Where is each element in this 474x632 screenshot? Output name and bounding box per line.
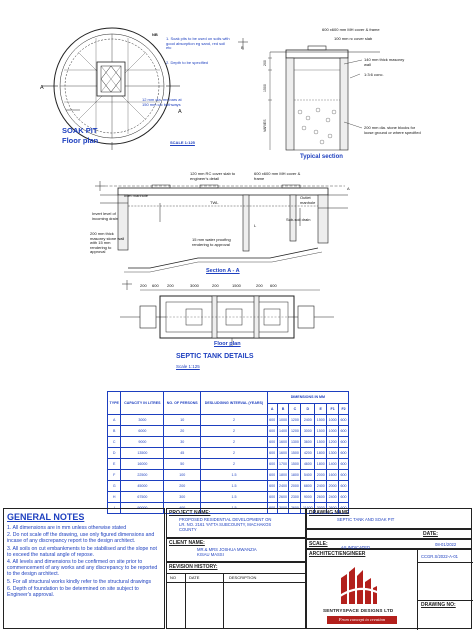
soak-pit-note-1: 1. Soak pits to be used on soils with good absorption eg sand, red soil etc bbox=[166, 36, 230, 51]
col-d: D bbox=[301, 403, 315, 415]
septic-tank-schedule bbox=[107, 391, 349, 514]
schedule-cell: 2000 bbox=[327, 481, 339, 492]
schedule-cell: 2 bbox=[201, 415, 268, 426]
section-subsoil-note: Sub-soil drain bbox=[286, 217, 311, 222]
schedule-cell: 1300 bbox=[327, 448, 339, 459]
schedule-cell: 2000 bbox=[315, 470, 327, 481]
schedule-cell: 45 bbox=[164, 448, 201, 459]
schedule-cell: 1200 bbox=[289, 426, 301, 437]
schedule-cell: 2 bbox=[201, 448, 268, 459]
note-5: 5. For all structural works kindly refer to the structural drawings bbox=[7, 578, 152, 585]
section-floor-note: 15 mm water proofing rendering to approval bbox=[192, 237, 231, 247]
schedule-cell: 600 bbox=[267, 426, 277, 437]
schedule-cell: I bbox=[108, 503, 121, 514]
col-dims: DIMENSIONS IN MM bbox=[267, 392, 348, 404]
schedule-row bbox=[108, 448, 349, 459]
schedule-cell: 1200 bbox=[327, 437, 339, 448]
rev-divider-1 bbox=[185, 573, 186, 629]
schedule-cell: 2 bbox=[201, 437, 268, 448]
schedule-row bbox=[108, 481, 349, 492]
typical-dim-a: 200 bbox=[263, 60, 267, 66]
schedule-cell: G bbox=[108, 481, 121, 492]
schedule-cell: 50 bbox=[164, 459, 201, 470]
schedule-cell: 13500 bbox=[121, 448, 164, 459]
col-capacity: CAPACITY IN LITRES bbox=[121, 392, 164, 415]
schedule-cell: 600 bbox=[339, 481, 349, 492]
schedule-cell: 3000 bbox=[301, 426, 315, 437]
soak-pit-note-2: 2. Depth to be specified bbox=[166, 60, 209, 65]
schedule-cell: 2600 bbox=[315, 492, 327, 503]
date-label: DATE: bbox=[423, 531, 438, 537]
schedule-cell: 6000 bbox=[121, 426, 164, 437]
schedule-cell: 1.5 bbox=[201, 470, 268, 481]
company-tagline: From concept to creation bbox=[327, 616, 397, 624]
schedule-body bbox=[108, 415, 349, 514]
date-value: 08-01/2022 bbox=[435, 542, 457, 547]
schedule-cell: 1500 bbox=[289, 448, 301, 459]
scale-value: AS INDICATED bbox=[341, 545, 371, 550]
schedule-row bbox=[108, 470, 349, 481]
schedule-cell: 2400 bbox=[315, 481, 327, 492]
drawing-code-value: CCGR.S/2022-A-01 bbox=[421, 554, 459, 559]
schedule-cell: C bbox=[108, 437, 121, 448]
title-block-hline-1 bbox=[417, 562, 473, 563]
col-f2: F2 bbox=[339, 403, 349, 415]
general-notes-title: GENERAL NOTES bbox=[7, 512, 85, 522]
project-name-label: PROJECT NAME: bbox=[169, 510, 211, 516]
typical-stone-note: 200 mm dia. stone blocks for loose ground or where specified bbox=[364, 125, 421, 135]
schedule-row bbox=[108, 415, 349, 426]
soak-pit-bars-note: 12 mm dia. ms bars at 150 mm c/c bothways bbox=[142, 97, 182, 107]
project-name-value: PROPOSED RESIDENTIAL DEVELOPMENT ON LR. NO. 2161 YATTA SUBCOUNTY, MACHAKOS COUNTY bbox=[179, 517, 272, 532]
schedule-cell: 600 bbox=[339, 492, 349, 503]
typical-dim-varies: VARIES bbox=[263, 119, 267, 132]
section-inlet-label: Inlet manhole bbox=[124, 193, 149, 198]
schedule-cell: 3000 bbox=[121, 415, 164, 426]
plan-dim-5: 200 bbox=[212, 283, 219, 288]
plan-dim-3: 200 bbox=[167, 283, 174, 288]
schedule-cell: 100 bbox=[164, 470, 201, 481]
schedule-cell: 1.5 bbox=[201, 481, 268, 492]
plan-dim-7: 200 bbox=[256, 283, 263, 288]
typical-conc-note: 1:3:6 conc. bbox=[364, 72, 384, 77]
schedule-cell: 20 bbox=[164, 426, 201, 437]
section-cover-note: 600 x600 mm MH cover & frame bbox=[254, 171, 301, 181]
schedule-cell: 600 bbox=[267, 448, 277, 459]
revision-history-label: REVISION HISTORY: bbox=[169, 564, 218, 570]
plan-dim-8: 600 bbox=[270, 283, 277, 288]
schedule-cell: 30 bbox=[164, 437, 201, 448]
drawing-no-label: DRAWING NO: bbox=[421, 602, 456, 608]
schedule-cell: 6800 bbox=[301, 481, 315, 492]
schedule-cell: 1500 bbox=[289, 459, 301, 470]
schedule-cell: 600 bbox=[267, 481, 277, 492]
schedule-cell: 1300 bbox=[289, 437, 301, 448]
company-name: SENTRYSPACE DESIGNS LTD bbox=[323, 608, 394, 613]
schedule-cell: 1000 bbox=[327, 415, 339, 426]
schedule-cell: 600 bbox=[339, 437, 349, 448]
client-name-label: CLIENT NAME: bbox=[169, 540, 205, 546]
schedule-cell: 1000 bbox=[277, 415, 289, 426]
schedule-cell: 2400 bbox=[301, 415, 315, 426]
schedule-cell: 200 bbox=[164, 481, 201, 492]
soak-pit-dim-a: A bbox=[178, 109, 182, 115]
schedule-cell: 2600 bbox=[289, 503, 301, 514]
col-persons: NO. OF PERSONS bbox=[164, 392, 201, 415]
schedule-cell: 2300 bbox=[289, 492, 301, 503]
schedule-cell: 2 bbox=[201, 426, 268, 437]
schedule-cell: 4200 bbox=[301, 448, 315, 459]
schedule-cell: 600 bbox=[339, 459, 349, 470]
schedule-cell: 9000 bbox=[301, 492, 315, 503]
schedule-cell: 3600 bbox=[301, 437, 315, 448]
schedule-row bbox=[108, 437, 349, 448]
schedule-cell: 1500 bbox=[315, 426, 327, 437]
schedule-cell: 600 bbox=[339, 426, 349, 437]
schedule-cell: A bbox=[108, 415, 121, 426]
schedule-cell: 600 bbox=[267, 470, 277, 481]
schedule-cell: 1800 bbox=[315, 459, 327, 470]
scale-label: SCALE: bbox=[309, 541, 328, 547]
scale-box bbox=[306, 539, 472, 549]
schedule-cell: 600 bbox=[267, 415, 277, 426]
schedule-cell: 300 bbox=[164, 492, 201, 503]
drawing-name-box bbox=[306, 508, 472, 529]
schedule-cell: 1.5 bbox=[201, 492, 268, 503]
rev-col-date: DATE bbox=[189, 575, 200, 580]
schedule-cell: 2400 bbox=[327, 492, 339, 503]
schedule-cell: 1.5 bbox=[201, 503, 268, 514]
note-2: 2. Do not scale off the drawing, use only figured dimensions and incase of any discrepancy report to the design architect. bbox=[7, 532, 155, 545]
section-invert-note: Invert level of incoming drain bbox=[92, 211, 119, 221]
schedule-cell: 1400 bbox=[277, 426, 289, 437]
schedule-cell: 1200 bbox=[289, 415, 301, 426]
schedule-cell: 1800 bbox=[277, 470, 289, 481]
schedule-cell: 9000 bbox=[121, 437, 164, 448]
typical-section-title: Typical section bbox=[300, 154, 343, 160]
col-c: C bbox=[289, 403, 301, 415]
schedule-cell: 400 bbox=[164, 503, 201, 514]
section-mark-aa: A bbox=[347, 186, 350, 191]
schedule-cell: 1800 bbox=[315, 448, 327, 459]
schedule-cell: 600 bbox=[339, 503, 349, 514]
plan-dim-4: 3000 bbox=[190, 283, 199, 288]
typical-section bbox=[238, 38, 380, 150]
typical-masonry-note: 140 mm thick masonry wall bbox=[364, 57, 405, 67]
schedule-cell: 90000 bbox=[121, 503, 164, 514]
section-aa-title: Section A - A bbox=[206, 268, 240, 274]
schedule-cell: 600 bbox=[339, 448, 349, 459]
schedule-cell: E bbox=[108, 459, 121, 470]
schedule-cell: 22500 bbox=[121, 470, 164, 481]
soak-pit-nb: NB bbox=[152, 32, 158, 37]
client-name-box bbox=[166, 538, 306, 562]
schedule-cell: 2600 bbox=[327, 503, 339, 514]
plan-dim-6: 1500 bbox=[232, 283, 241, 288]
date-box bbox=[306, 529, 472, 539]
schedule-cell: 1600 bbox=[327, 470, 339, 481]
revision-header-row bbox=[167, 573, 305, 583]
schedule-cell: 600 bbox=[267, 459, 277, 470]
soak-pit-subtitle: Floor plan bbox=[62, 136, 99, 145]
section-mark-b: B bbox=[241, 45, 244, 50]
schedule-cell: 600 bbox=[267, 492, 277, 503]
soak-pit-dim-a2: A bbox=[40, 85, 44, 91]
schedule-cell: H bbox=[108, 492, 121, 503]
typical-slab-note: 100 mm rc cover slab bbox=[334, 36, 373, 41]
schedule-cell: 1800 bbox=[289, 470, 301, 481]
note-6: 6. Depth of foundation to be determined on site subject to Engineer's approval. bbox=[7, 586, 139, 599]
tank-floor-plan bbox=[120, 280, 334, 346]
soak-pit-title: SOAK PIT bbox=[62, 126, 98, 135]
typical-dim-b: 1500 bbox=[263, 84, 267, 92]
schedule-cell: 600 bbox=[267, 503, 277, 514]
plan-dim-1: 200 bbox=[140, 283, 147, 288]
soak-pit-scale: SCALE 1:125 bbox=[170, 140, 195, 145]
section-masonry-note: 200 mm thick masonry stone wall with 15 mm rendering to approval bbox=[90, 231, 125, 255]
schedule-cell: 3000 bbox=[315, 503, 327, 514]
general-notes bbox=[3, 508, 165, 629]
col-a: A bbox=[267, 403, 277, 415]
title-block-hline-2 bbox=[417, 600, 473, 601]
drawing-name-value: SEPTIC TANK AND SOAK PIT bbox=[337, 517, 395, 522]
col-b: B bbox=[277, 403, 289, 415]
schedule-cell: 11600 bbox=[301, 503, 315, 514]
schedule-cell: 1000 bbox=[327, 426, 339, 437]
rev-divider-2 bbox=[223, 573, 224, 629]
col-f1: F1 bbox=[327, 403, 339, 415]
typical-cover-note: 600 x600 mm MH cover & frame bbox=[322, 27, 380, 32]
rev-col-no: NO bbox=[170, 575, 176, 580]
section-slab-note: 120 mm RC cover slab to engineer's detail bbox=[190, 171, 236, 181]
floor-plan-title: Floor plan bbox=[214, 341, 241, 347]
rev-col-description: DESCRIPTION bbox=[229, 575, 257, 580]
col-e: E bbox=[315, 403, 327, 415]
schedule-cell: 1400 bbox=[327, 459, 339, 470]
schedule-cell: 1500 bbox=[315, 415, 327, 426]
schedule-row bbox=[108, 426, 349, 437]
section-dim-l: L bbox=[254, 223, 257, 228]
schedule-cell: D bbox=[108, 448, 121, 459]
project-name-box bbox=[166, 508, 306, 538]
drawing-name-label: DRAWING NAME bbox=[309, 510, 350, 516]
schedule-cell: 45000 bbox=[121, 481, 164, 492]
schedule-cell: 600 bbox=[339, 470, 349, 481]
tank-details-scale: Scale 1:125 bbox=[176, 364, 200, 369]
schedule-cell: 67500 bbox=[121, 492, 164, 503]
schedule-cell: 2000 bbox=[289, 481, 301, 492]
schedule-cell: 1600 bbox=[277, 437, 289, 448]
schedule-cell: 5400 bbox=[301, 470, 315, 481]
tank-details-title: SEPTIC TANK DETAILS bbox=[176, 353, 254, 360]
schedule-cell: 1500 bbox=[315, 437, 327, 448]
note-3: 3. All soils on cut embankments to be stabilised and the slope not to exceed the natural angle of repose. bbox=[7, 545, 157, 558]
company-logo bbox=[335, 564, 383, 606]
schedule-cell: 2600 bbox=[277, 492, 289, 503]
schedule-cell: 600 bbox=[267, 437, 277, 448]
schedule-cell: B bbox=[108, 426, 121, 437]
note-4: 4. All levels and dimensions to be confirmed on site prior to commencement of any works and any discrepancy to be reported to the design architect. bbox=[7, 559, 158, 578]
section-outlet-label: Outlet manhole bbox=[300, 195, 316, 205]
schedule-cell: 2400 bbox=[277, 481, 289, 492]
col-interval: DESLUDGING INTERVAL (YEARS) bbox=[201, 392, 268, 415]
schedule-row bbox=[108, 492, 349, 503]
schedule-cell: 1600 bbox=[277, 448, 289, 459]
architect-box bbox=[306, 549, 472, 629]
schedule-cell: 600 bbox=[339, 415, 349, 426]
schedule-row bbox=[108, 459, 349, 470]
note-1: 1. All dimensions are in mm unless otherwise stated bbox=[7, 525, 127, 531]
client-name-value: MR.& MRS JOSHUA MWANZIA KISAU MASSI bbox=[197, 547, 257, 557]
col-type: TYPE bbox=[108, 392, 121, 415]
architect-label: ARCHITECT/ENGINEER bbox=[309, 551, 366, 557]
schedule-cell: 10 bbox=[164, 415, 201, 426]
revision-history-box bbox=[166, 562, 306, 629]
schedule-cell: 4600 bbox=[301, 459, 315, 470]
section-twl-label: TWL bbox=[210, 200, 219, 205]
schedule-cell: F bbox=[108, 470, 121, 481]
schedule-cell: 1700 bbox=[277, 459, 289, 470]
plan-dim-2: 600 bbox=[152, 283, 159, 288]
schedule-cell: 3000 bbox=[277, 503, 289, 514]
schedule-cell: 16000 bbox=[121, 459, 164, 470]
schedule-cell: 2 bbox=[201, 459, 268, 470]
